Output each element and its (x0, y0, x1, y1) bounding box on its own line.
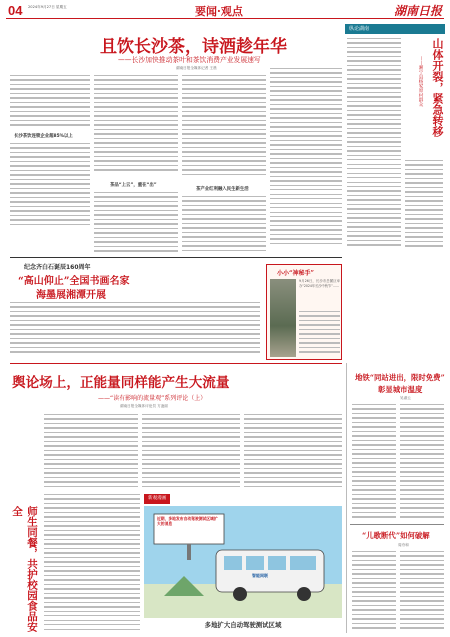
lead-column-2b (94, 192, 178, 256)
date-line: 2024年9月27日 星期五 (28, 5, 67, 9)
section-title: 要闻·观点 (195, 5, 243, 18)
sidebar-title: 山体开裂，紧急转移 (431, 38, 444, 137)
subhead-1: 长沙茶饮连锁企业超85%以上 (14, 134, 73, 139)
feature-headline-1: “高山仰止”全国书画名家 (18, 276, 130, 287)
sidebar-text-2 (405, 160, 443, 252)
cartoon-bus-text: 智能网联 (252, 573, 268, 578)
feature-headline-2: 海墨展湘潭开展 (36, 290, 106, 301)
right-top-byline: 吴淑云 (400, 396, 411, 400)
little-box-title: 小小“神秘手” (277, 270, 314, 277)
right-top-headline: 地铁“同站进出，限时免费” (355, 373, 445, 382)
right-bottom-headline: “儿歌断代”如何破解 (362, 531, 430, 540)
right-bottom-col-1 (352, 551, 396, 633)
vertical-article-text (44, 494, 140, 634)
masthead (0, 0, 450, 20)
forum-column-2 (142, 414, 240, 490)
right-top-col-2 (400, 404, 444, 522)
right-top-subheadline: 彰显城市温度 (378, 385, 423, 394)
cartoon-caption: 多地扩大自动驾驶测试区域 (204, 621, 282, 629)
divider (10, 257, 342, 258)
sidebar-tag: 纵论湖南 (345, 24, 445, 34)
right-divider-line (346, 363, 347, 633)
right-bottom-col-2 (400, 551, 444, 633)
lead-column-2 (94, 75, 178, 175)
little-box (266, 264, 342, 360)
cartoon-block (144, 494, 342, 634)
lead-column-4 (270, 68, 342, 254)
lead-byline: 湖南日报全媒体记者 王晨 (176, 66, 217, 70)
cartoon-tag: 新观漫画 (144, 494, 170, 504)
little-box-text (299, 311, 340, 357)
sidebar-commentary (345, 24, 445, 256)
lead-column-1b (10, 143, 90, 231)
masthead-rule (6, 18, 444, 19)
sidebar-text-1 (347, 38, 401, 252)
forum-subheadline: ——“读有影响的流量观”系列评论（上） (98, 395, 207, 402)
paper-name: 湖南日报 (394, 4, 443, 18)
little-box-photo (270, 279, 296, 357)
cartoon-sign-text: 近期，多地发布自动驾驶测试区域扩大的消息 (157, 516, 218, 527)
lead-column-3 (182, 75, 266, 181)
forum-column-3 (244, 414, 342, 490)
forum-headline: 舆论场上，正能量同样能产生大流量 (12, 375, 230, 391)
feature-text (10, 302, 260, 360)
lead-headline: 且饮长沙茶，诗酒趁年华 (100, 37, 287, 57)
forum-rule (10, 363, 342, 364)
lead-subheadline: ——长沙加快推动茶叶和茶饮消费产业发展速写 (118, 56, 261, 64)
right-bottom-byline: 周舟和 (398, 543, 409, 547)
forum-byline: 湖南日报全媒体评论员 方凌丽 (120, 404, 168, 408)
sidebar-subtitle: ——湘宁县杨家原村群众 (418, 56, 423, 107)
forum-column-1 (44, 414, 138, 490)
little-box-caption: 9月26日，长沙市岳麓区举办“2024年长沙中秋节”…… (299, 279, 340, 288)
lead-column-3b (182, 196, 266, 256)
subhead-3: 茶产业红利融入民生新生活 (196, 187, 249, 192)
subhead-2: 茶品“上云”，重在“出” (110, 183, 157, 188)
right-mid-divider (350, 524, 444, 525)
feature-title: 纪念齐白石诞辰160周年 (24, 264, 91, 271)
cartoon-illustration (144, 506, 342, 618)
page-number: 04 (8, 3, 23, 18)
vertical-headline: 师生同餐，共护校园食品安全 (11, 506, 38, 632)
right-top-col-1 (352, 404, 396, 522)
